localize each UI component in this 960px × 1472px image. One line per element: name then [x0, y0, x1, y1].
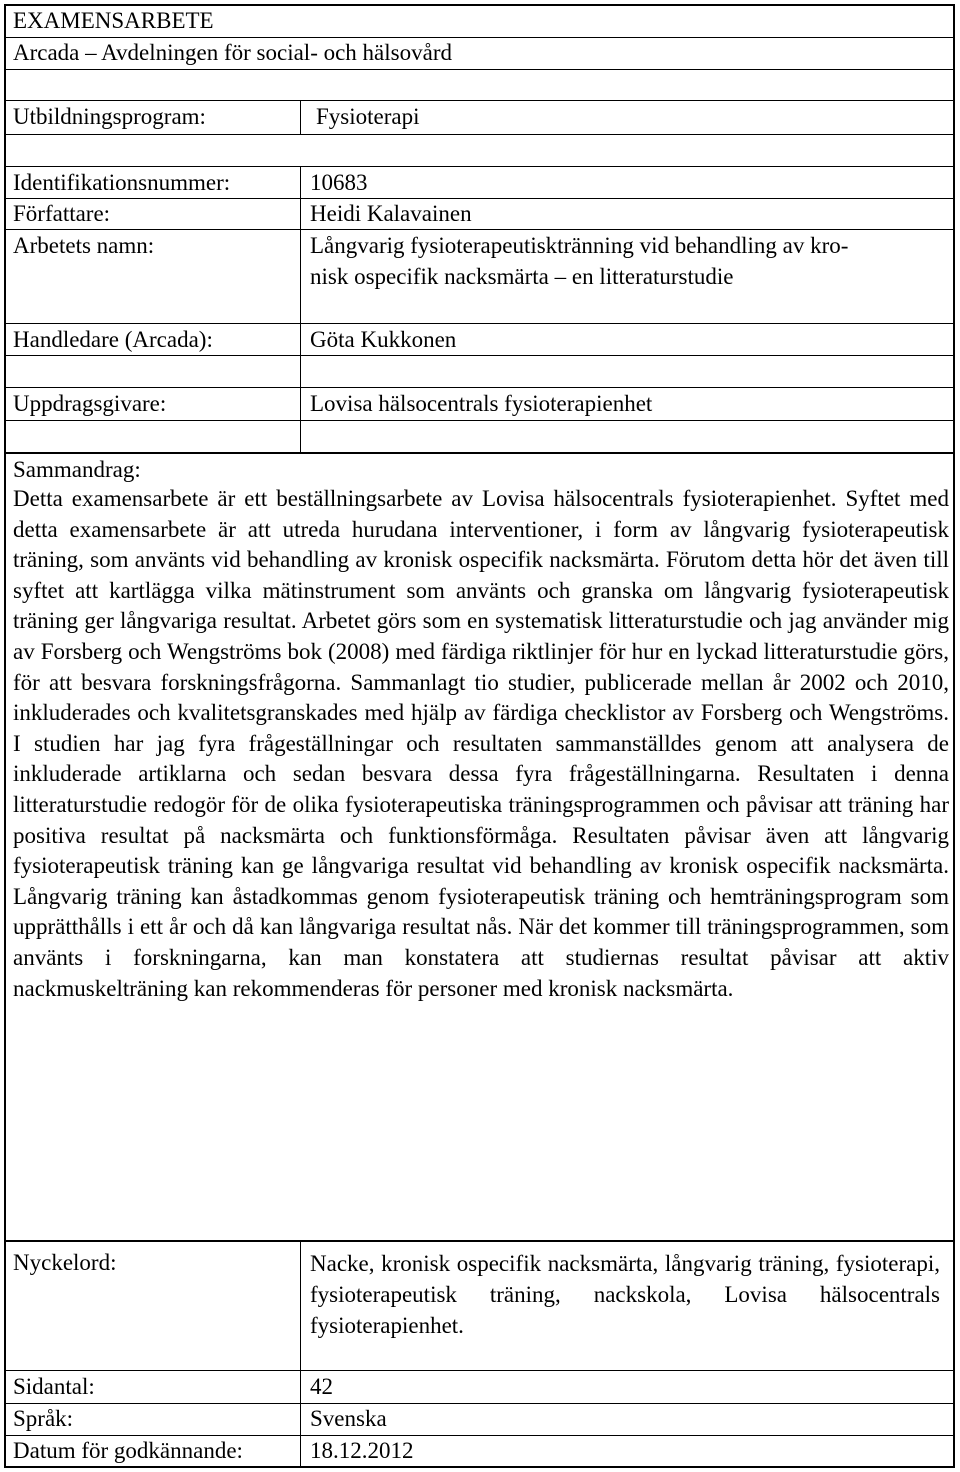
institution: Arcada – Avdelningen för social- och hälsovård [13, 40, 452, 65]
title-label: Arbetets namn: [13, 233, 155, 258]
keywords-value: Nacke, kronisk ospecifik nacksmärta, långvarig träning, fysioterapi, fysioterapeutisk träning, nackskola, Lovisa hälsocentrals fysioterapienhet. [310, 1251, 940, 1338]
divider [4, 1403, 955, 1404]
document-type: EXAMENSARBETE [13, 8, 214, 33]
id-value: 10683 [310, 170, 368, 195]
divider [4, 100, 955, 101]
column-divider [300, 100, 301, 135]
divider [4, 229, 955, 230]
title-value-line1: Långvarig fysioterapeutisktränning vid behandling av kro- [310, 233, 849, 258]
summary-label: Sammandrag: [13, 457, 141, 482]
column-divider [300, 166, 301, 453]
pages-value: 42 [310, 1374, 333, 1399]
divider [4, 323, 955, 324]
language-value: Svenska [310, 1406, 387, 1431]
id-label: Identifikationsnummer: [13, 170, 231, 195]
language-label: Språk: [13, 1406, 74, 1431]
author-label: Författare: [13, 201, 111, 226]
divider [4, 1370, 955, 1371]
commissioner-label: Uppdragsgivare: [13, 391, 167, 416]
divider [4, 387, 955, 388]
approval-date-label: Datum för godkännande: [13, 1438, 243, 1463]
title-value-line2: nisk ospecifik nacksmärta – en litteraturstudie [310, 264, 734, 289]
keywords-label: Nyckelord: [13, 1250, 117, 1275]
commissioner-value: Lovisa hälsocentrals fysioterapienhet [310, 391, 653, 416]
program-label: Utbildningsprogram: [13, 104, 206, 129]
divider [4, 1240, 955, 1242]
divider [4, 166, 955, 167]
pages-label: Sidantal: [13, 1374, 95, 1399]
supervisor-value: Göta Kukkonen [310, 327, 457, 352]
author-value: Heidi Kalavainen [310, 201, 472, 226]
column-divider [300, 1240, 301, 1468]
divider [4, 69, 955, 70]
divider [4, 420, 955, 421]
approval-date-value: 18.12.2012 [310, 1438, 414, 1463]
program-value: Fysioterapi [316, 104, 420, 129]
divider [4, 134, 955, 135]
divider [4, 355, 955, 356]
divider [4, 452, 955, 454]
summary-text: Detta examensarbete är ett beställningsarbete av Lovisa hälsocentrals fysioterapienhet. Syftet med detta examensarbete är att utreda hurudana interventioner, i form av långvarig fysioterapeutisk träning, som använts vid behandling av kronisk ospecifik nacksmärta. Förutom detta hör det även till syftet att kartlägga vilka mätinstrument som använts och granska om långvarig fysioterapeutisk träning ger långvariga resultat. Arbetet görs som en systematisk litteraturstudie och jag använder mig av Forsberg och Wengströms bok (2008) med färdiga riktlinjer för hur en lyckad litteraturstudie görs, för att besvara forskningsfrågorna. Sammanlagt tio studier, publicerade mellan år 2002 och 2010, inkluderades och kvalitetsgranskades med hjälp av färdiga checklistor av Forsberg och Wengströms. I studien har jag fyra frågeställningar och resultaten sammanställdes genom att analysera de inkluderade artiklarna och sedan besvara dessa fyra frågeställningarna. Resultaten i denna litteraturstudie redogör för de olika fysioterapeutiska träningsprogrammen och påvisar att träning har positiva resultat på nacksmärta och funktionsförmåga. Resultaten påvisar även att långvarig fysioterapeutisk träning kan ge långvariga resultat vid behandling av kronisk ospecifik nacksmärta. Långvarig träning kan åstadkommas genom fysioterapeutisk träning och hemträningsprogram som upprätthålls i ett år och då kan långvariga resultat nås. När det kommer till träningsprogrammen, som använts i forskningarna, kan man konstatera att studiernas resultat påvisar att aktiv nackmuskelträning kan rekommenderas för personer med kronisk nacksmärta. [13, 486, 949, 1001]
supervisor-label: Handledare (Arcada): [13, 327, 213, 352]
divider [4, 198, 955, 199]
